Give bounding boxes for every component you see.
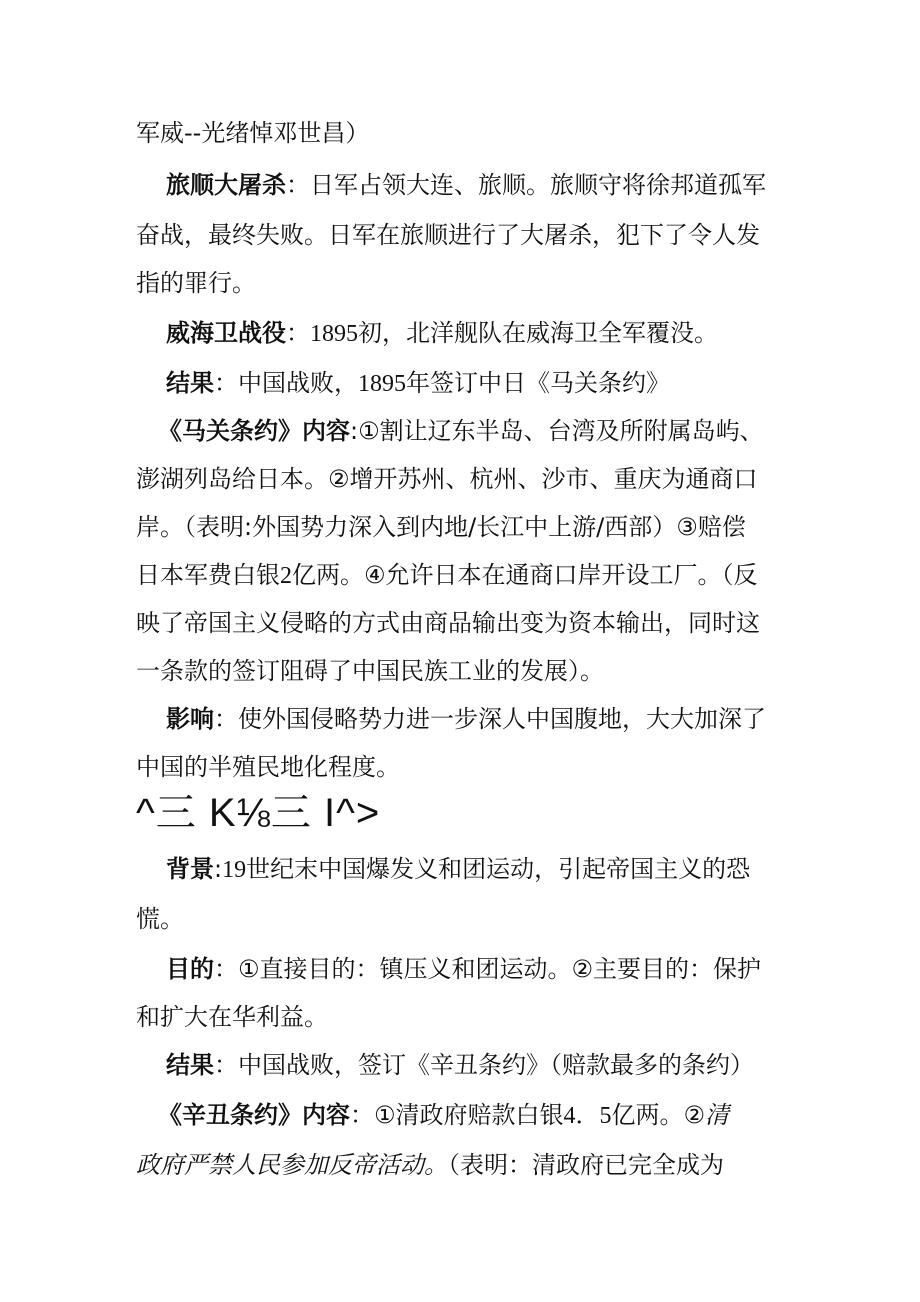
paragraph-weihai: [166, 316, 866, 351]
text-line: [136, 462, 836, 496]
text-fragment: 映了帝国主义侵略的方式由商品输出变为资本输出，同时这: [136, 609, 760, 637]
text-fragment: 亿两。: [611, 1101, 684, 1129]
term-title: 《马关条约》内容: [158, 417, 350, 445]
text-fragment: 慌。: [136, 905, 184, 933]
term-title: 威海卫战役: [166, 319, 286, 347]
amount-number: 2: [280, 563, 292, 589]
text-line: [136, 116, 836, 150]
text-line: [136, 558, 836, 593]
text-fragment: 亿两。④允许日本在通商口岸开设工厂。（反: [292, 561, 758, 589]
italic-fragment: ②清: [683, 1101, 730, 1129]
term-title: 目的: [166, 955, 214, 983]
paragraph-maguan: [158, 414, 858, 448]
text-fragment: 中国的半殖民地化程度。: [136, 753, 400, 781]
term-title: 《辛丑条约》内容: [158, 1101, 350, 1129]
term-title: 结果: [166, 369, 214, 397]
year-number: 1895: [310, 321, 358, 347]
text-fragment: ：日军占领大连、旅顺。旅顺守将徐邦道孤军: [286, 171, 766, 199]
paragraph-result-1: [166, 366, 866, 401]
text-line: [136, 266, 836, 300]
text-line: [136, 1148, 836, 1182]
text-line: [136, 654, 836, 688]
text-fragment: ：中国战败，: [214, 369, 358, 397]
text-fragment: ：中国战败，签订《辛丑条约》（赔款最多的条约）: [214, 1051, 754, 1079]
text-line: [136, 218, 836, 252]
text-line: [136, 750, 836, 784]
text-fragment: 年签订中日《马关条约》: [406, 369, 670, 397]
italic-fragment: 政府严禁人民参加反帝活动。: [136, 1151, 448, 1179]
amount-number: 4．5: [563, 1103, 612, 1129]
text-fragment: 和扩大在华利益。: [136, 1003, 328, 1031]
text-fragment: 世纪末中国爆发义和团运动，引起帝国主义的恐: [246, 855, 751, 883]
text-fragment: ：①清政府赔款白银: [350, 1101, 564, 1129]
paragraph-background: [166, 852, 866, 887]
text-fragment: ：: [286, 319, 310, 347]
text-line: [136, 510, 836, 544]
text-fragment: 岸。（表明:外国势力深入到内地/长江中上游/西部）③赔偿: [136, 513, 746, 541]
term-title: 影响: [166, 705, 214, 733]
text-fragment: 一条款的签订阻碍了中国民族工业的发展）。: [136, 657, 604, 685]
paragraph-impact: [166, 702, 866, 736]
text-fragment: 初，北洋舰队在威海卫全军覆没。: [358, 319, 718, 347]
text-fragment: 军威--光绪悼邓世昌）: [136, 119, 370, 147]
text-fragment: ：使外国侵略势力进一步深人中国腹地，大大加深了: [214, 705, 766, 733]
term-title: 旅顺大屠杀: [166, 171, 286, 199]
text-fragment: 指的罪行。: [136, 269, 256, 297]
text-fragment: 澎湖列岛给日本。②增开苏州、杭州、沙市、重庆为通商口: [136, 465, 758, 493]
paragraph-purpose: [166, 952, 866, 986]
century-number: 19: [222, 857, 247, 883]
text-fragment: :①割让辽东半岛、台湾及所附属岛屿、: [350, 417, 764, 445]
year-number: 1895: [358, 371, 406, 397]
text-line: [136, 902, 836, 936]
text-fragment: :: [214, 855, 223, 883]
text-line: [136, 1000, 836, 1034]
text-fragment: ：①直接目的：镇压义和团运动。②主要目的：保护: [214, 955, 762, 983]
text-line: [136, 606, 836, 640]
paragraph-result-2: [166, 1048, 866, 1082]
text-fragment: 奋战，最终失败。日军在旅顺进行了大屠杀，犯下了令人发: [136, 221, 760, 249]
paragraph-xinchou: [158, 1098, 858, 1133]
term-title: 背景: [166, 855, 214, 883]
term-title: 结果: [166, 1051, 214, 1079]
text-fragment: （表明：清政府已完全成为: [448, 1151, 724, 1179]
paragraph-lvshun: [166, 168, 866, 202]
section-heading: ^三 K⅛三 I^>: [136, 791, 381, 835]
text-fragment: 日本军费白银: [136, 561, 280, 589]
